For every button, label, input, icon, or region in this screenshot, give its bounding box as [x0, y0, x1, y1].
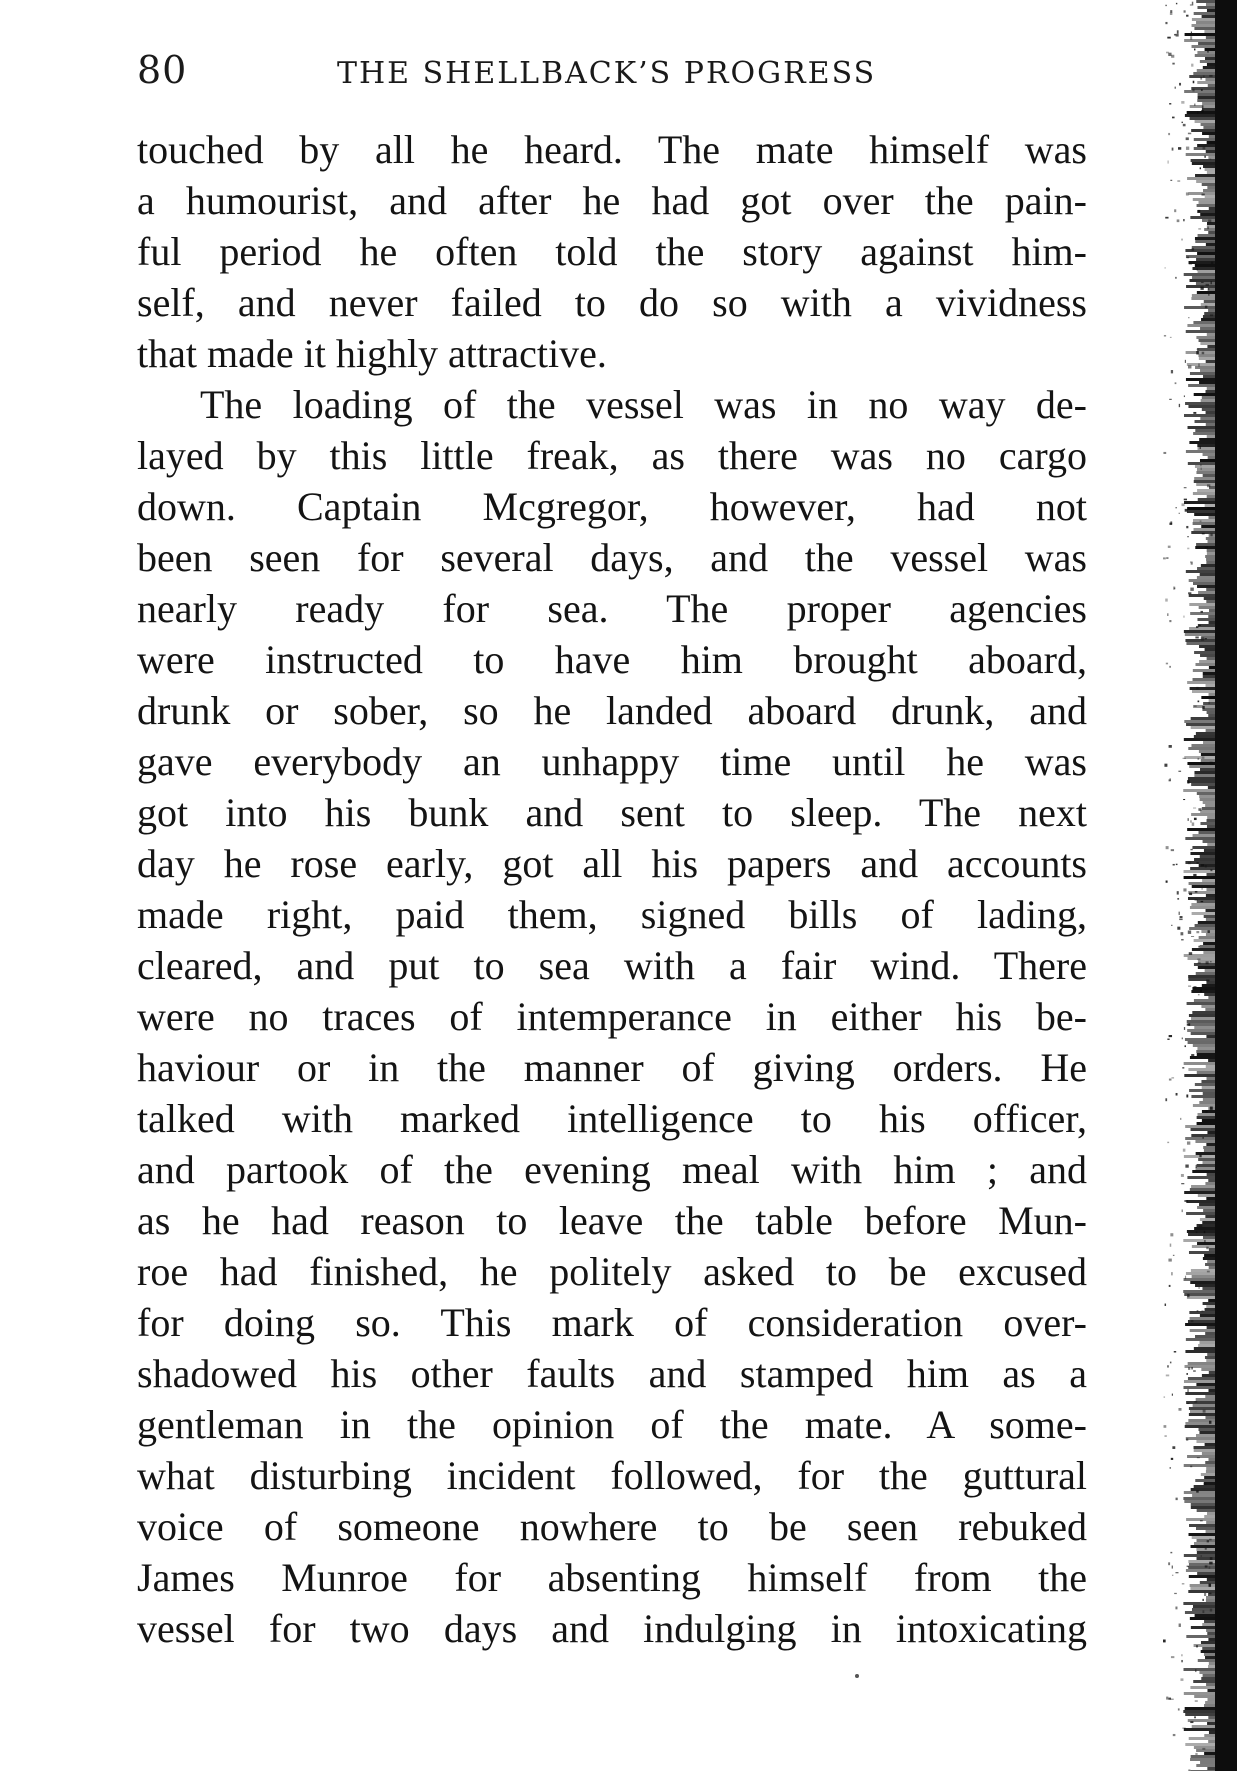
text-line: vessel for two days and indulging in intoxicating [137, 1606, 1087, 1651]
ink-speck [855, 1674, 859, 1678]
text-line: haviour or in the manner of giving orders. He [137, 1045, 1087, 1090]
text-line: got into his bunk and sent to sleep. The next [137, 790, 1087, 835]
text-line: cleared, and put to sea with a fair wind. There [137, 943, 1087, 988]
text-line: nearly ready for sea. The proper agencies [137, 586, 1087, 631]
text-line: were instructed to have him brought aboard, [137, 637, 1087, 682]
text-line: layed by this little freak, as there was no cargo [137, 433, 1087, 478]
body-text [137, 124, 1087, 1654]
text-line: drunk or sober, so he landed aboard drunk, and [137, 688, 1087, 733]
text-line: what disturbing incident followed, for the guttural [137, 1453, 1087, 1498]
text-line: that made it highly attractive. [137, 331, 607, 376]
text-line: gave everybody an unhappy time until he was [137, 739, 1087, 784]
text-line: shadowed his other faults and stamped him as a [137, 1351, 1087, 1396]
text-line: talked with marked intelligence to his officer, [137, 1096, 1087, 1141]
text-line: The loading of the vessel was in no way de- [200, 382, 1087, 427]
text-line: been seen for several days, and the vessel was [137, 535, 1087, 580]
text-line: self, and never failed to do so with a vividness [137, 280, 1087, 325]
text-line: a humourist, and after he had got over the pain- [137, 178, 1087, 223]
text-line: James Munroe for absenting himself from the [137, 1555, 1087, 1600]
text-line: voice of someone nowhere to be seen rebuked [137, 1504, 1087, 1549]
text-line: ful period he often told the story against him- [137, 229, 1087, 274]
text-line: were no traces of intemperance in either his be- [137, 994, 1087, 1039]
text-line: roe had finished, he politely asked to be excused [137, 1249, 1087, 1294]
text-line: touched by all he heard. The mate himself was [137, 127, 1087, 172]
book-title: THE SHELLBACK’S PROGRESS [337, 56, 877, 91]
text-line: as he had reason to leave the table before Mun- [137, 1198, 1087, 1243]
page-number: 80 [137, 48, 188, 92]
text-line: gentleman in the opinion of the mate. A some- [137, 1402, 1087, 1447]
text-line: day he rose early, got all his papers and accounts [137, 841, 1087, 886]
text-line: down. Captain Mcgregor, however, had not [137, 484, 1087, 529]
running-head [137, 46, 1087, 106]
text-line: and partook of the evening meal with him ; and [137, 1147, 1087, 1192]
text-line: made right, paid them, signed bills of lading, [137, 892, 1087, 937]
scanned-page-edge [1153, 0, 1237, 1771]
text-line: for doing so. This mark of consideration over- [137, 1300, 1087, 1345]
